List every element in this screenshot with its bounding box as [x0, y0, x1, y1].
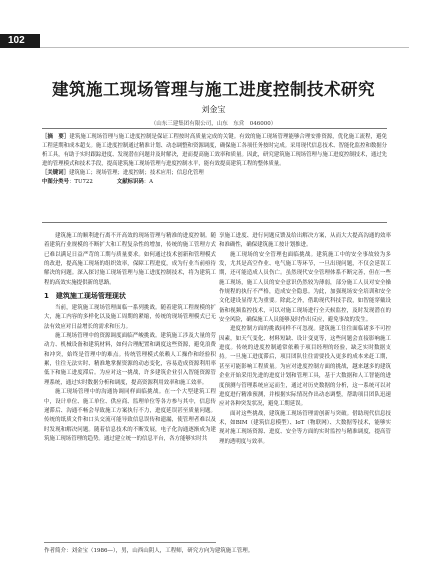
intro-paragraph: 建筑施工的顺利进行离不开高效的现场管理与精准的进度控制。随着建筑行业规模的不断扩大和工程复杂性的增加，传统的施工管理方式已难以满足日益严苛的工期与质量要求。如何通过技术创新和管理模式的改进，提高施工现场的组织效率，保障工程进度，成为行业当前亟待解决的问题。深入探讨施工现场管理与施工进度控制技术，将为建筑工程的高效实施提供新的思路。 [44, 233, 216, 286]
clc-value: ：TU722 [68, 178, 93, 185]
body-paragraph-continued: 享施工进度、进行问题反馈及给出解决方案，从而大大提高沟通的效率和准确性，确保建筑施工按计划推进。 [219, 233, 391, 249]
footnote-rule [44, 542, 216, 543]
article-title: 建筑施工现场管理与施工进度控制技术研究 [52, 80, 375, 99]
left-column [44, 232, 216, 444]
body-paragraph: 当前，建筑施工现场管理面临一系列挑战。随着建筑工程规模的扩大，施工内容的多样化以及施工周期的紧缩，传统的现场管理模式已无法有效应对日益增长的需求和压力。 [44, 305, 216, 330]
abstract-text: 建筑施工现场管理与施工进度控制是保证工程按时高质量完成的关键。有效的施工现场管理能够合理安排资源，优化施工流程，避免工程延期和成本超支。施工进度控制通过精准计划、动态调整和资源调度，确保施工各项任务按时完成。采用现代信息技术、智能化监控和数据分析工具，有助于实时跟踪进度、发现潜在问题并及时解决，进而提高施工效率和质量。因此，研究建筑施工现场管理与施工进度控制技术，通过先进的管理模式和技术手段，提高建筑施工现场管理与进度控制水平，能有效提高建筑工程的整体质量。 [42, 134, 388, 167]
abstract [42, 133, 387, 169]
doc-code-value: ：A [143, 178, 154, 185]
page-number: 102 [8, 35, 25, 46]
author-footnote: 作者简介：刘金宝（1986—），男，山西山阴人，工程师，研究方向为建筑施工管理。 [44, 548, 254, 554]
keywords [42, 169, 387, 178]
body-paragraph: 施工现场管理中的沟通协调同样面临挑战。在一个大型建筑工程中，设计单位、施工单位、供应商、监理单位等各方参与其中，信息传递滞后、沟通不畅会导致施工方案执行不力，进度延误甚至质量问题。传统的纸质文件和口头交流可能导致信息误传和遗漏，使管理者难以及时发现和解决问题。随着信息技术的不断发展，电子化沟通逐渐成为建筑施工现场管理的趋势。通过建立统一的信息平台，各方能够实时共 [44, 389, 216, 442]
doc-code-label: 文献标识码 [116, 178, 144, 185]
keywords-label: ［关键词］ [42, 169, 69, 176]
author-name: 刘金宝 [201, 105, 226, 114]
body-paragraph: 施工现场管理中的资源调度面临严峻挑战。建筑施工涉及大量的劳动力、机械设备和建筑材料，如何合理配置和调度这些资源，避免浪费和冲突，始终是管理中的难点。传统管理模式依赖人工操作和经验积累，往往无法实时、精准地掌握资源的动态变化，容易造成资源利用率低下和施工进度滞后。为应对这一挑战，许多建筑企业引入智能资源管理系统，通过实时数据分析和调度，提高资源利用效率和施工效率。 [44, 333, 216, 386]
header-rule [40, 47, 409, 48]
clc-label: 中图分类号 [42, 178, 69, 185]
body-paragraph: 施工现场的安全管理也面临挑战。建筑施工中的安全事故较为多发，尤其是高空作业、电气施工等环节，一旦出现问题，不仅会延误工期，还可能造成人员伤亡。虽然现代安全管理体系不断完善，但在一些施工现场，施工人员的安全意识仍然较为薄弱，部分施工人员对安全操作规程的执行不严格，造成安全隐患。为此，加强现场安全培训和安全文化建设显得尤为重要。除此之外，借助现代科技手段，如智能穿戴设备和视频监控技术，可以对施工现场进行全天候监控，及时发现潜在的安全风险，确保施工人员能够及时作出反应，避免事故的发生。 [219, 251, 391, 324]
classification [42, 178, 387, 187]
keywords-text: 建筑施工；现场管理；进度控制；技术应用；信息化管理 [68, 169, 204, 176]
right-column [219, 232, 391, 447]
author-affiliation: （山东三建集团有限公司，山东 东営 046000） [150, 121, 277, 127]
body-paragraph: 面对这些挑战，建筑施工现场管理需创新与突破。借助现代信息技术，如BIM（建筑信息模型）、IoT（物联网）、大数据等技术，能够实现对施工现场资源、进度、安全等方面的实时监控与精准调度，提高管理的透明度与效率。 [219, 410, 391, 445]
abstract-box [42, 128, 387, 223]
body-paragraph: 进度控制方面的挑战同样不可忽视。建筑施工往往面临诸多不可控因素，如天气变化、材料短缺、设计变更等，这些问题会直接影响施工进度。传统的进度控制通常依赖于项目经理的经验，缺乏实时数据支持。一旦施工进度滞后，项目团队往往需要投入更多的成本来赶工期，甚至可能影响工程质量。为应对进度控制方面的挑战，越来越多的建筑企业开始采用先进的进度计划和管理工具，基于大数据和人工智能的进度预测与管理系统应运而生，通过对历史数据的分析，这一系统可以对进度进行精准预测，并根据实际情况作出动态调整，帮助项目团队迅速应对各种突发状况，避免工期延误。 [219, 326, 391, 408]
abstract-bottom-rule [42, 222, 387, 223]
abstract-top-rule [42, 128, 387, 129]
section-heading-1: 1 建筑施工现场管理现状 [44, 292, 126, 301]
abstract-label: ［摘 要］ [42, 134, 70, 140]
